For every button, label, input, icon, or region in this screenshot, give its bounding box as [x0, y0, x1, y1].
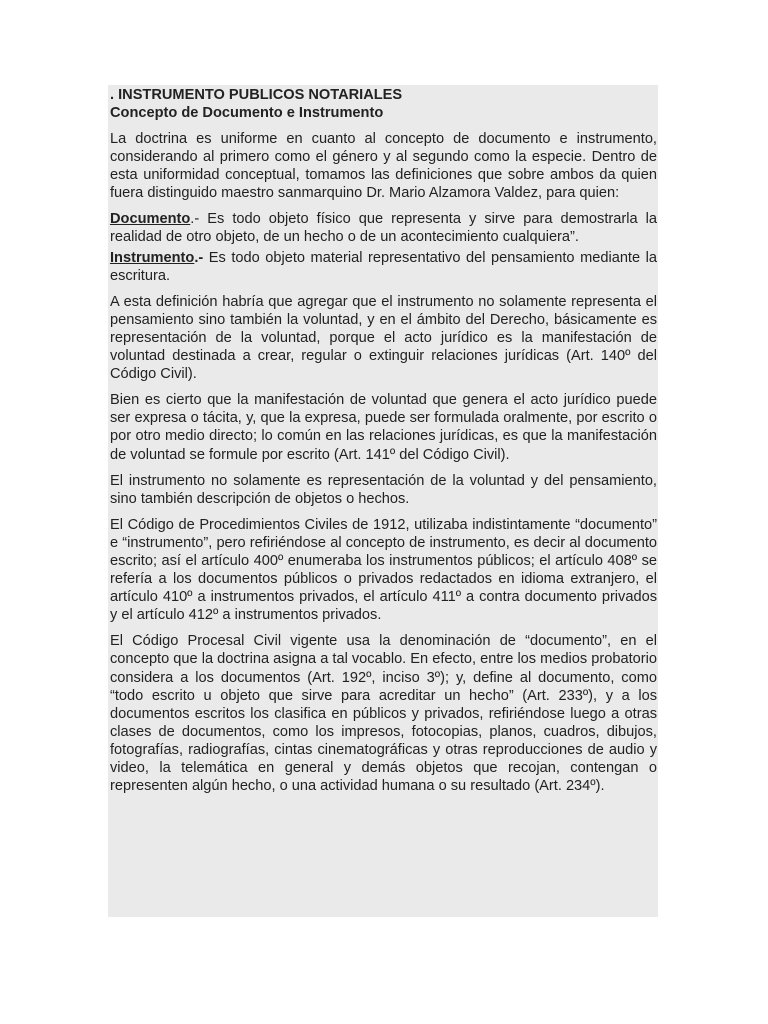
definition-suffix: .-	[194, 249, 204, 266]
definition-term: Instrumento	[110, 249, 195, 266]
definition-text: Es todo objeto material representativo del pensamiento mediante la escritura.	[110, 249, 657, 284]
document-body	[110, 86, 657, 795]
definition-term: Documento	[110, 211, 191, 228]
definition-instrumento	[110, 249, 657, 285]
intro-paragraph: La doctrina es uniforme en cuanto al concepto de documento e instrumento, considerando al primero como el género y al segundo como la especie. Dentro de esta uniformidad conceptual, tomamos las definiciones que sobre ambos da quien fuera distinguido maestro sanmarquino Dr. Mario Alzamora Valdez, para quien:	[110, 131, 657, 202]
body-paragraph: El Código Procesal Civil vigente usa la denominación de “documento”, en el concepto que la doctrina asigna a tal vocablo. En efecto, entre los medios probatorio considera a los documentos (Art. 192º, inciso 3º); y, define al documento, como “todo escrito u objeto que sirve para acreditar un hecho” (Art. 233º), y a los documentos escritos los clasifica en públicos y privados, refiriéndose luego a otras clases de documentos, como los impresos, fotocopias, planos, cuadros, dibujos, fotografías, radiografías, cintas cinematográficas y otras reproducciones de audio y video, la telemática en general y demás objetos que recojan, contengan o representen algún hecho, o una actividad humana o su resultado (Art. 234º).	[110, 633, 657, 795]
document-title: . INSTRUMENTO PUBLICOS NOTARIALES	[110, 87, 403, 103]
body-paragraph: A esta definición habría que agregar que el instrumento no solamente representa el pensamiento sino también la voluntad, y en el ámbito del Derecho, básicamente es representación de la voluntad, porque el acto jurídico es la manifestación de voluntad destinada a crear, regular o extinguir relaciones jurídicas (Art. 140º del Código Civil).	[110, 293, 657, 383]
body-paragraph: El instrumento no solamente es representación de la voluntad y del pensamiento, sino también descripción de objetos o hechos.	[110, 472, 657, 507]
body-paragraph: El Código de Procedimientos Civiles de 1912, utilizaba indistintamente “documento” e “instrumento”, pero refiriéndose al concepto de instrumento, es decir al documento escrito; así el artículo 400º enumeraba los instrumentos públicos; el artículo 408º se refería a los documentos públicos o privados redactados en idioma extranjero, el artículo 410º a instrumentos privados, el artículo 411º a contra documento privados y el artículo 412º a instrumentos privados.	[110, 516, 657, 624]
body-paragraph: Bien es cierto que la manifestación de voluntad que genera el acto jurídico puede ser expresa o tácita, y, que la expresa, puede ser formulada oralmente, por escrito o por otro medio directo; lo común en las relaciones jurídicas, es que la manifestación de voluntad se formule por escrito (Art. 141º del Código Civil).	[110, 392, 657, 463]
definition-suffix: .-	[190, 211, 200, 228]
definition-text: Es todo objeto físico que representa y sirve para demostrarla la realidad de otro objeto, de un hecho o de un acontecimiento cualquiera”.	[110, 211, 657, 246]
document-subtitle: Concepto de Documento e Instrumento	[110, 105, 384, 121]
definition-documento	[110, 210, 657, 246]
